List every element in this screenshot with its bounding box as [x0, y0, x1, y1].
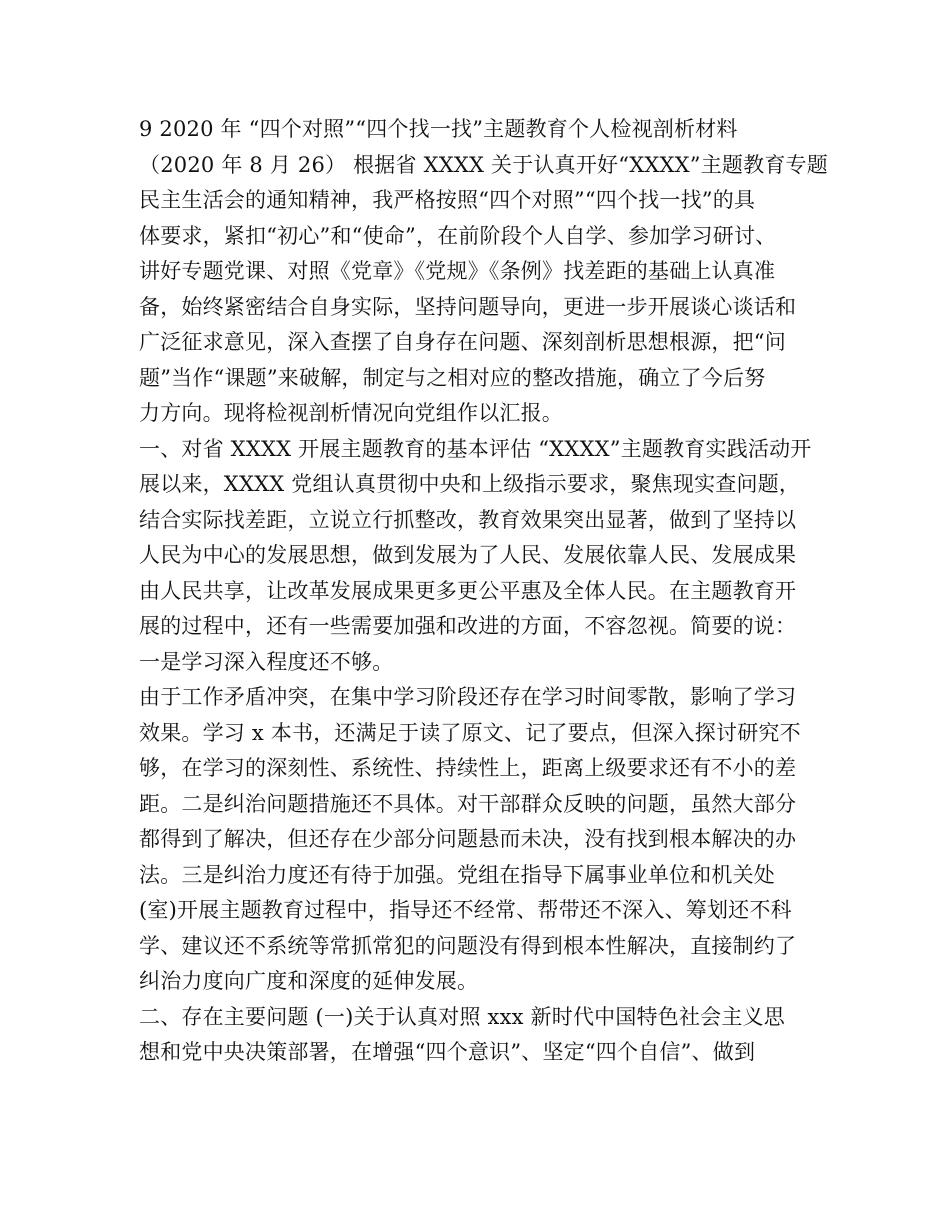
text-line: 体要求，紧扣“初心”和“使命”，在前阶段个人自学、参加学习研讨、: [139, 223, 777, 248]
text-line: 学、建议还不系统等常抓常犯的问题没有得到根本性解决，直接制约了: [139, 933, 797, 958]
text-line: 想和党中央决策部署，在增强“四个意识”、坚定“四个自信”、做到: [139, 1040, 756, 1064]
text-line: 人民为中心的发展思想，做到发展为了人民、发展依靠人民、发展成果: [139, 543, 797, 567]
text-line: 展以来，XXXX 党组认真贯彻中央和上级指示要求，聚焦现实查问题，: [139, 472, 801, 496]
text-line: （2020 年 8 月 26） 根据省 XXXX 关于认真开好“XXXX”主题教育专题: [139, 152, 828, 177]
text-line: 二、存在主要问题 (一)关于认真对照 xxx 新时代中国特色社会主义思: [139, 1004, 785, 1029]
text-line: 结合实际找差距，立说立行抓整改，教育效果突出显著，做到了坚持以: [139, 507, 797, 532]
text-line: 9 2020 年 “四个对照”“四个找一找”主题教育个人检视剖析材料: [139, 117, 738, 141]
text-line: 距。二是纠治问题措施还不具体。对干部群众反映的问题，虽然大部分: [139, 791, 797, 816]
text-line: 题”当作“课题”来破解，制定与之相对应的整改措施，确立了今后努: [139, 365, 766, 390]
text-line: 展的过程中，还有一些需要加强和改进的方面，不容忽视。简要的说：: [139, 614, 797, 638]
text-line: 备，始终紧密结合自身实际，坚持问题导向，更进一步开展谈心谈话和: [139, 294, 797, 319]
text-line: 力方向。现将检视剖析情况向党组作以汇报。: [139, 401, 563, 425]
text-line: 一是学习深入程度还不够。: [139, 649, 394, 674]
text-line: 民主生活会的通知精神，我严格按照“四个对照”“四个找一找”的具: [139, 188, 756, 212]
text-line: 一、对省 XXXX 开展主题教育的基本评估 “XXXX”主题教育实践活动开: [139, 436, 812, 461]
text-line: 够，在学习的深刻性、系统性、持续性上，距离上级要求还有不小的差: [139, 756, 797, 780]
text-line: 讲好专题党课、对照《党章》《党规》《条例》找差距的基础上认真准: [139, 259, 776, 283]
text-line: 效果。学习 x 本书，还满足于读了原文、记了要点，但深入探讨研究不: [139, 720, 801, 745]
text-line: 由人民共享，让改革发展成果更多更公平惠及全体人民。在主题教育开: [139, 578, 797, 603]
text-line: 法。三是纠治力度还有待于加强。党组在指导下属事业单位和机关处: [139, 862, 775, 887]
text-line: 由于工作矛盾冲突，在集中学习阶段还存在学习时间零散，影响了学习: [139, 685, 797, 709]
text-line: 广泛征求意见，深入查摆了自身存在问题、深刻剖析思想根源，把“问: [139, 330, 786, 354]
text-line: (室)开展主题教育过程中，指导还不经常、帮带还不深入、筹划还不科: [139, 898, 792, 922]
document-body: [139, 112, 829, 1071]
text-line: 都得到了解决，但还存在少部分问题悬而未决，没有找到根本解决的办: [139, 827, 797, 851]
text-line: 纠治力度向广度和深度的延伸发展。: [139, 969, 479, 993]
